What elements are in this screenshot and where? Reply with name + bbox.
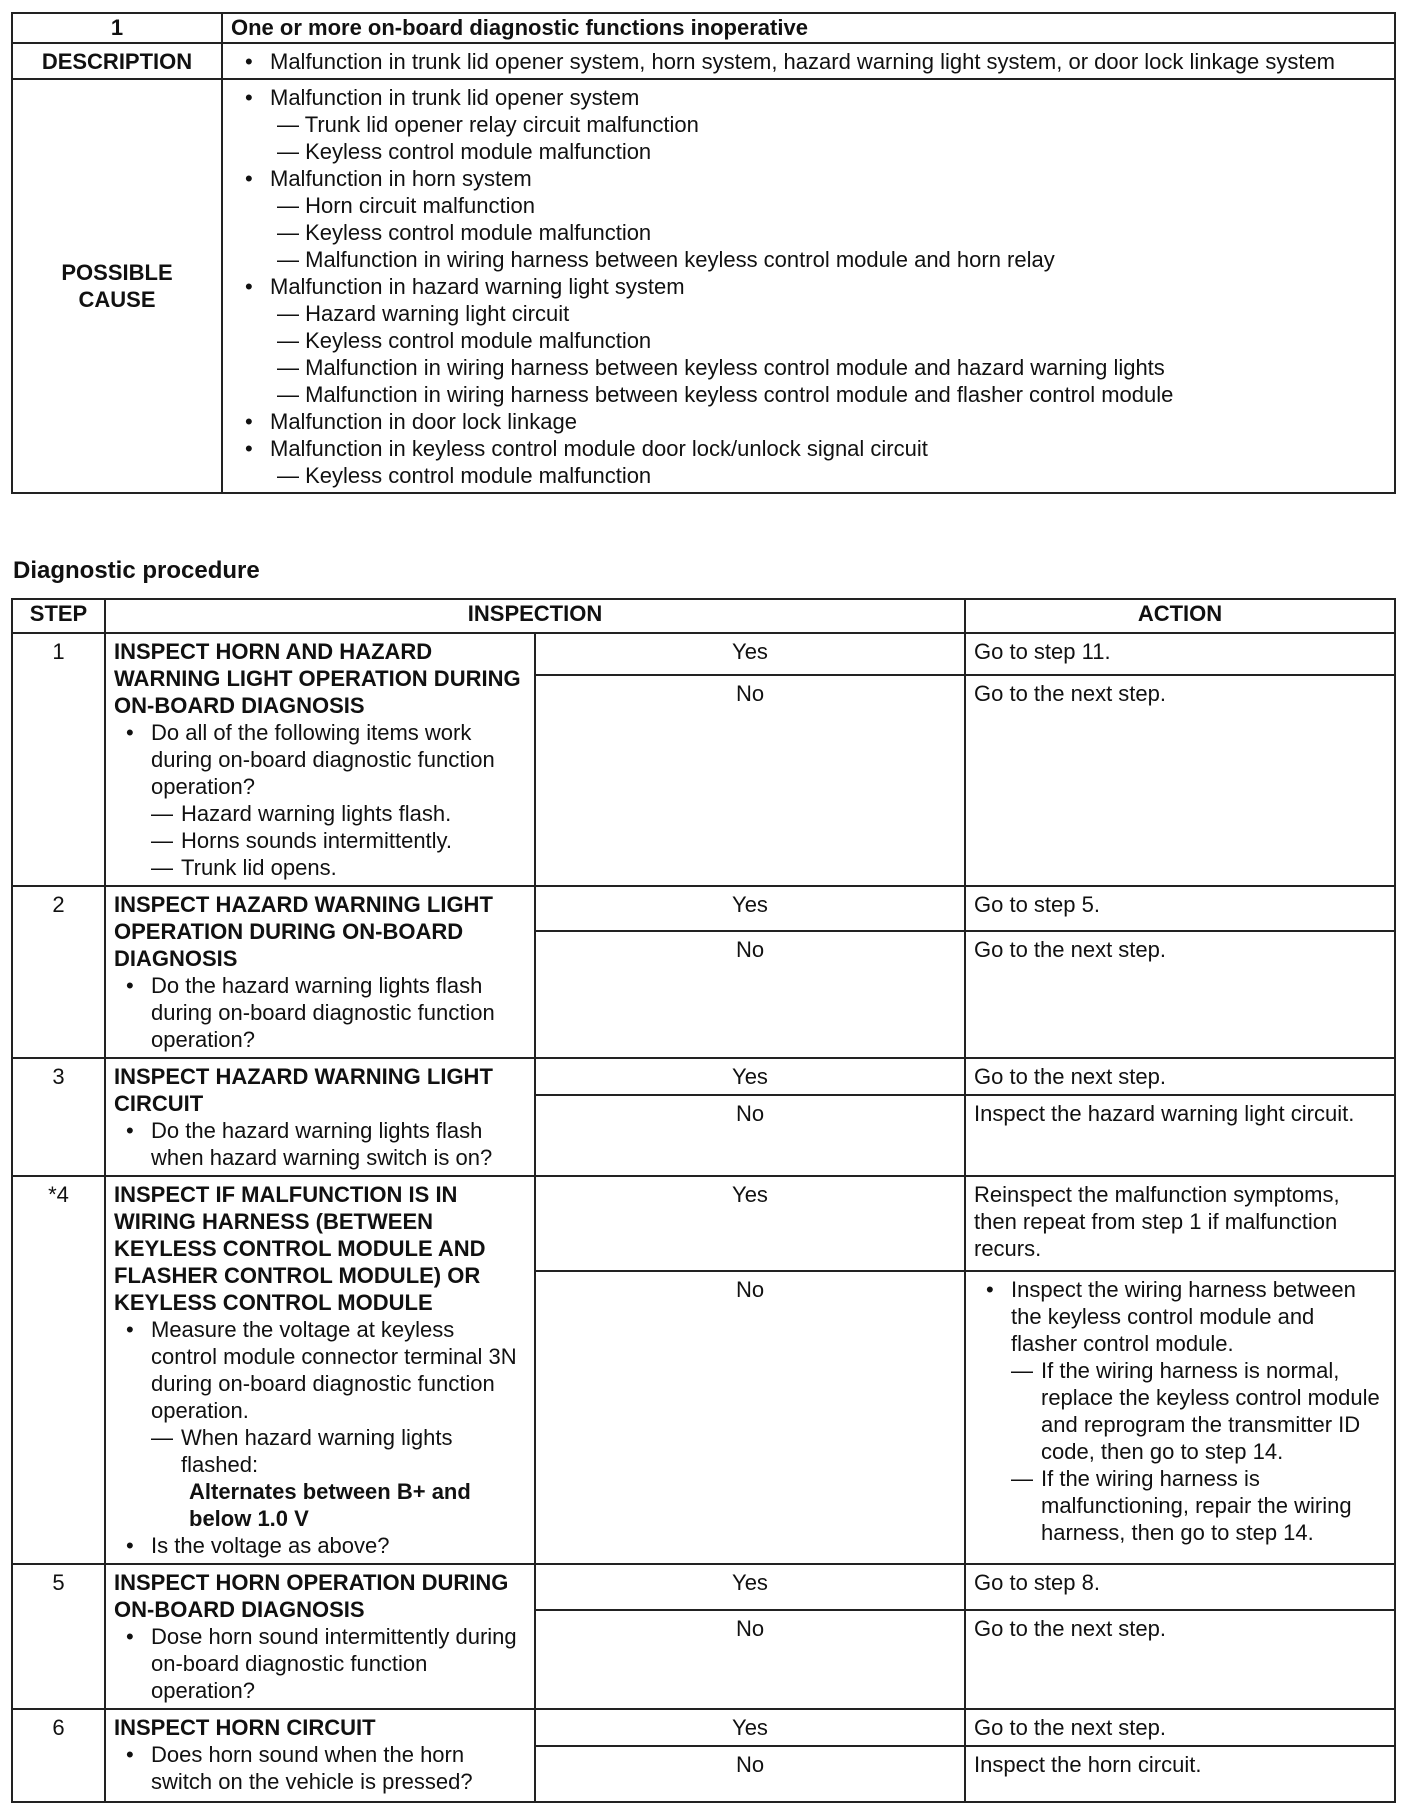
cause-item: • Malfunction in horn system: [233, 165, 1384, 192]
possible-cause-cell: [222, 79, 1395, 493]
symptom-number: 1: [12, 13, 222, 43]
no-action: Go to the next step.: [965, 931, 1395, 1058]
symptom-title: One or more on-board diagnostic functions inoperative: [222, 13, 1395, 43]
no-action: Inspect the hazard warning light circuit.: [965, 1095, 1395, 1176]
inspection-question: • Dose horn sound intermittently during on-board diagnostic function operation?: [114, 1623, 526, 1704]
no-action: • Inspect the wiring harness between the keyless control module and flasher control module.: [974, 1276, 1386, 1357]
no-action-cell: [965, 1271, 1395, 1564]
no-action: Go to the next step.: [965, 1610, 1395, 1709]
header-step: STEP: [12, 599, 105, 633]
step-number: *4: [12, 1176, 105, 1564]
step-number: 6: [12, 1709, 105, 1802]
possible-cause-label-line2: CAUSE: [78, 287, 156, 312]
inspection-cell: [105, 1564, 535, 1709]
yes-action: Reinspect the malfunction symptoms, then repeat from step 1 if malfunction recurs.: [965, 1176, 1395, 1271]
step-number: 2: [12, 886, 105, 1058]
description-cell: [222, 43, 1395, 79]
step-number: 3: [12, 1058, 105, 1176]
inspection-cell: [105, 1176, 535, 1564]
inspection-cell: [105, 1709, 535, 1802]
no-label: No: [535, 1610, 965, 1709]
cause-subitem: — Keyless control module malfunction: [277, 220, 652, 245]
inspection-heading: INSPECT IF MALFUNCTION IS IN WIRING HARNESS (BETWEEN KEYLESS CONTROL MODULE AND FLASHER CONTROL MODULE) OR KEYLESS CONTROL MODULE: [114, 1182, 486, 1315]
inspection-question: • Does horn sound when the horn switch on the vehicle is pressed?: [114, 1741, 526, 1795]
no-action-subitem: — If the wiring harness is normal, replace the keyless control module and reprogram the transmitter ID code, then go to step 14.: [1011, 1358, 1380, 1465]
step-number: 5: [12, 1564, 105, 1709]
possible-cause-label-line1: POSSIBLE: [61, 260, 173, 285]
no-action-subitem: — If the wiring harness is malfunctioning, repair the wiring harness, then go to step 14.: [1011, 1466, 1352, 1546]
inspection-heading: INSPECT HORN AND HAZARD WARNING LIGHT OPERATION DURING ON-BOARD DIAGNOSIS: [114, 639, 521, 718]
inspection-heading: INSPECT HORN OPERATION DURING ON-BOARD DIAGNOSIS: [114, 1570, 509, 1622]
cause-subitem: — Keyless control module malfunction: [277, 463, 652, 488]
cause-subitem: — Malfunction in wiring harness between keyless control module and horn relay: [277, 247, 1055, 272]
yes-action: Go to step 8.: [965, 1564, 1395, 1610]
no-label: No: [535, 1746, 965, 1802]
inspection-question: • Do the hazard warning lights flash when hazard warning switch is on?: [114, 1117, 526, 1171]
description-label: DESCRIPTION: [12, 43, 222, 79]
inspection-question: • Do the hazard warning lights flash during on-board diagnostic function operation?: [114, 972, 526, 1053]
description-text: • Malfunction in trunk lid opener system, horn system, hazard warning light system, or door lock linkage system: [233, 48, 1384, 75]
header-inspection: INSPECTION: [105, 599, 965, 633]
symptom-table: [11, 12, 1396, 494]
yes-label: Yes: [535, 886, 965, 931]
inspection-condition: — When hazard warning lights flashed:: [151, 1425, 453, 1477]
inspection-cell: [105, 633, 535, 886]
step-number: 1: [12, 633, 105, 886]
inspection-heading: INSPECT HAZARD WARNING LIGHT OPERATION DURING ON-BOARD DIAGNOSIS: [114, 892, 493, 971]
inspection-question: • Do all of the following items work during on-board diagnostic function operation?: [114, 719, 526, 800]
cause-subitem: — Horn circuit malfunction: [277, 193, 535, 218]
no-action: Inspect the horn circuit.: [965, 1746, 1395, 1802]
inspection-cell: [105, 1058, 535, 1176]
cause-item: • Malfunction in door lock linkage: [233, 408, 1384, 435]
inspection-heading: INSPECT HORN CIRCUIT: [114, 1715, 376, 1740]
inspection-subitem: — Hazard warning lights flash.: [151, 801, 452, 826]
cause-subitem: — Keyless control module malfunction: [277, 328, 652, 353]
inspection-question: • Measure the voltage at keyless control module connector terminal 3N during on-board diagnostic function operation.: [114, 1316, 526, 1424]
possible-cause-label: [12, 79, 222, 493]
cause-subitem: — Keyless control module malfunction: [277, 139, 652, 164]
no-label: No: [535, 1271, 965, 1564]
inspection-heading: INSPECT HAZARD WARNING LIGHT CIRCUIT: [114, 1064, 493, 1116]
yes-label: Yes: [535, 1176, 965, 1271]
cause-item: • Malfunction in hazard warning light system: [233, 273, 1384, 300]
cause-subitem: — Trunk lid opener relay circuit malfunction: [277, 112, 699, 137]
yes-action: Go to the next step.: [965, 1709, 1395, 1746]
yes-label: Yes: [535, 633, 965, 675]
yes-label: Yes: [535, 1058, 965, 1095]
yes-label: Yes: [535, 1709, 965, 1746]
cause-item: • Malfunction in keyless control module door lock/unlock signal circuit: [233, 435, 1384, 462]
header-action: ACTION: [965, 599, 1395, 633]
inspection-spec-value: Alternates between B+ and below 1.0 V: [189, 1479, 471, 1531]
yes-action: Go to step 11.: [965, 633, 1395, 675]
cause-item: • Malfunction in trunk lid opener system: [233, 84, 1384, 111]
cause-subitem: — Malfunction in wiring harness between keyless control module and hazard warning lights: [277, 355, 1165, 380]
section-title: Diagnostic procedure: [13, 557, 260, 584]
inspection-subitem: — Horns sounds intermittently.: [151, 828, 453, 853]
inspection-subitem: — Trunk lid opens.: [151, 855, 337, 880]
inspection-question: • Is the voltage as above?: [114, 1532, 526, 1559]
yes-action: Go to step 5.: [965, 886, 1395, 931]
no-label: No: [535, 1095, 965, 1176]
no-label: No: [535, 931, 965, 1058]
procedure-table: [11, 598, 1396, 1803]
cause-subitem: — Malfunction in wiring harness between keyless control module and flasher control module: [277, 382, 1174, 407]
inspection-cell: [105, 886, 535, 1058]
no-label: No: [535, 675, 965, 886]
cause-subitem: — Hazard warning light circuit: [277, 301, 570, 326]
no-action: Go to the next step.: [965, 675, 1395, 886]
yes-action: Go to the next step.: [965, 1058, 1395, 1095]
yes-label: Yes: [535, 1564, 965, 1610]
